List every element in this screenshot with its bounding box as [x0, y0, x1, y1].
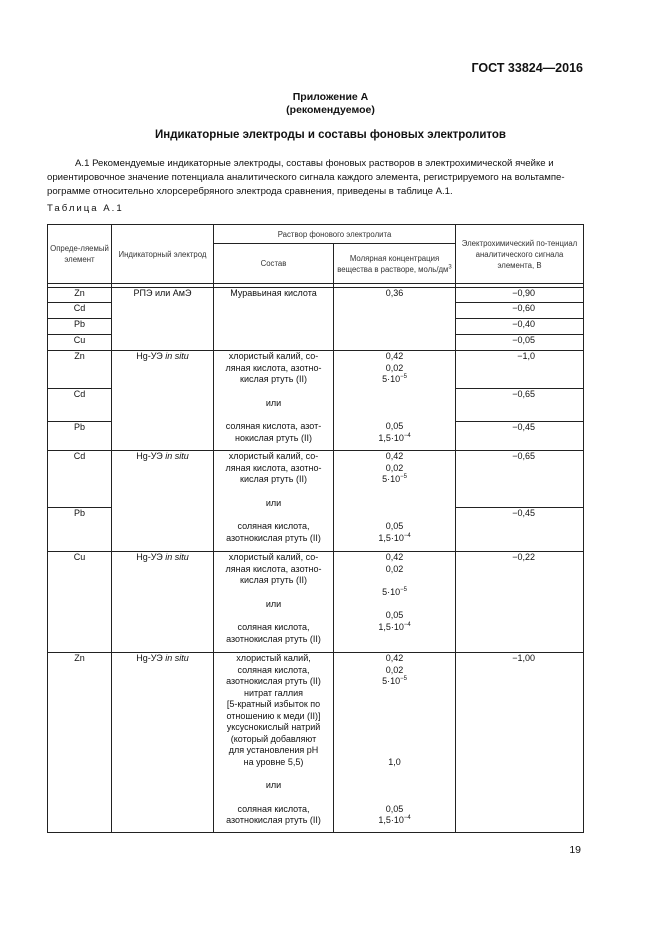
header-solution: Раствор фонового электролита — [214, 225, 456, 244]
table-row — [48, 288, 584, 303]
table-caption: Таблица А.1 — [47, 203, 124, 214]
potential-cell: −0,90 — [456, 288, 584, 303]
electrode-cell: Hg-УЭ in situ — [112, 351, 214, 451]
potential-cell: −0,65 — [456, 389, 584, 422]
potential-cell: −0,22 — [456, 552, 584, 653]
concentration-cell: 0,42 0,02 $5\cdot 10^{-5}$ 1,0 0,05 $1,5\cdot 10^{-4}$ — [334, 653, 456, 833]
intro-line-1: А.1 Рекомендуемые индикаторные электроды, составы фоновых растворов в электрохимической ячейке и — [75, 158, 554, 169]
composition-cell: Муравьиная кислота — [214, 288, 334, 351]
element-cell: Cd — [48, 389, 112, 422]
potential-cell: −0,65 — [456, 451, 584, 508]
composition-cell: хлористый калий, со- ляная кислота, азотно- кислая ртуть (II) или соляная кислота, азот- нокислая ртуть (II) — [214, 351, 334, 451]
header-composition: Состав — [214, 244, 334, 284]
potential-cell: −0,45 — [456, 422, 584, 451]
composition-cell: хлористый калий, со- ляная кислота, азотно- кислая ртуть (II) или соляная кислота, азотнокислая ртуть (II) — [214, 451, 334, 552]
appendix-title: Приложение А — [292, 91, 369, 103]
concentration-cell: 0,42 0,02 $5\cdot 10^{-5}$ 0,05 $1,5\cdot 10^{-4}$ — [334, 552, 456, 653]
table-row — [48, 351, 584, 389]
header-potential: Электрохимический по-тенциал аналитического сигнала элемента, В — [456, 225, 584, 284]
element-cell: Pb — [48, 319, 112, 335]
element-cell: Zn — [48, 288, 112, 303]
section-title: Индикаторные электроды и составы фоновых электролитов — [155, 129, 506, 141]
electrode-cell: Hg-УЭ in situ — [112, 653, 214, 833]
electrode-cell: Hg-УЭ in situ — [112, 451, 214, 552]
element-cell: Pb — [48, 422, 112, 451]
element-cell: Zn — [48, 351, 112, 389]
electrode-cell: РПЭ или АмЭ — [112, 288, 214, 351]
element-cell: Zn — [48, 653, 112, 833]
header-element: Опреде-ляемый элемент — [48, 225, 112, 284]
potential-cell: −1,0 — [456, 351, 584, 389]
element-cell: Cu — [48, 552, 112, 653]
standard-number: ГОСТ 33824—2016 — [471, 61, 583, 75]
potential-cell: −0,05 — [456, 335, 584, 351]
appendix-heading — [0, 91, 661, 117]
electrode-cell: Hg-УЭ in situ — [112, 552, 214, 653]
element-cell: Pb — [48, 508, 112, 552]
table-row — [48, 653, 584, 833]
composition-cell: хлористый калий, со- ляная кислота, азотно- кислая ртуть (II) или соляная кислота, азотнокислая ртуть (II) — [214, 552, 334, 653]
appendix-subtitle: (рекомендуемое) — [286, 104, 375, 116]
element-cell: Cu — [48, 335, 112, 351]
page-number: 19 — [569, 844, 581, 856]
concentration-cell: 0,42 0,02 $5\cdot 10^{-5}$ 0,05 $1,5\cdot 10^{-4}$ — [334, 451, 456, 552]
intro-line-3: рограмме относительно хлорсеребряного электрода сравнения, приведены в таблице А.1. — [47, 186, 453, 197]
composition-cell: хлористый калий, соляная кислота, азотнокислая ртуть (II) нитрат галлия [5-кратный избыток по отношению к меди (II)] уксуснокислый натрий (который добавляют для установления pH на уровне 5,5) или соляная кислота, азотнокислая ртуть (II) — [214, 653, 334, 833]
header-concentration: Молярная концентрация вещества в растворе, моль/$дм^3$ — [334, 244, 456, 284]
concentration-cell: 0,36 — [334, 288, 456, 351]
potential-cell: −0,40 — [456, 319, 584, 335]
table-row — [48, 451, 584, 508]
intro-paragraph — [47, 157, 583, 199]
element-cell: Cd — [48, 451, 112, 508]
concentration-cell: 0,42 0,02 $5\cdot 10^{-5}$ 0,05 $1,5\cdot 10^{-4}$ — [334, 351, 456, 451]
table-row — [48, 552, 584, 653]
potential-cell: −0,45 — [456, 508, 584, 552]
electrode-table — [47, 224, 584, 833]
element-cell: Cd — [48, 303, 112, 319]
header-electrode: Индикаторный электрод — [112, 225, 214, 284]
potential-cell: −1,00 — [456, 653, 584, 833]
intro-line-2: ориентировочное значение потенциала аналитического сигнала каждого элемента, регистрируемого на вольтампе- — [47, 172, 565, 183]
potential-cell: −0,60 — [456, 303, 584, 319]
